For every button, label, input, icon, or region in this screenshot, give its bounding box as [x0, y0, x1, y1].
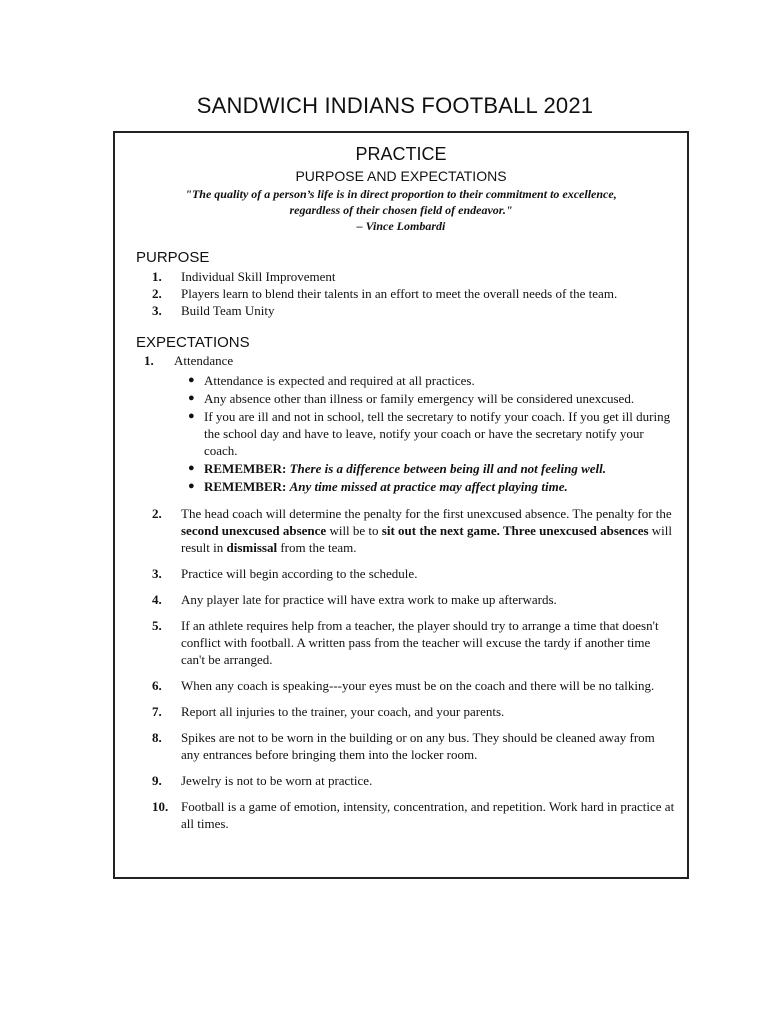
expectations-heading: EXPECTATIONS	[136, 334, 250, 351]
list-text: If an athlete requires help from a teacher, the player should try to arrange a time that doesn't conflict with football. A written pass from the teacher will excuse the tardy if another time can't be arranged.	[181, 618, 659, 667]
attendance-item	[136, 352, 676, 369]
list-item	[136, 798, 676, 832]
purpose-heading: PURPOSE	[136, 249, 210, 266]
purpose-list	[136, 268, 676, 319]
list-item: ● Any absence other than illness or family emergency will be considered unexcused.	[188, 391, 635, 406]
practice-heading: PRACTICE	[355, 144, 447, 164]
bullet-icon: ●	[188, 462, 195, 474]
list-item	[136, 268, 676, 285]
list-text: Individual Skill Improvement	[181, 269, 336, 284]
list-item	[136, 729, 676, 763]
list-item: ● Attendance is expected and required at all practices.	[188, 373, 475, 388]
list-text: Any player late for practice will have extra work to make up afterwards.	[181, 592, 557, 607]
list-text: Spikes are not to be worn in the building or on any bus. They should be cleaned away from any entrances before bringing them into the locker room.	[181, 730, 655, 762]
list-text: Players learn to blend their talents in an effort to meet the overall needs of the team.	[181, 286, 618, 301]
list-number: 8.	[152, 730, 162, 745]
list-text: Build Team Unity	[181, 303, 275, 318]
expectations-list	[136, 352, 676, 832]
bullet-icon: ●	[188, 410, 195, 422]
bullet-icon: ●	[188, 374, 195, 386]
attendance-bullets	[136, 372, 676, 495]
list-text: Practice will begin according to the schedule.	[181, 566, 418, 581]
list-number: 6.	[152, 678, 162, 693]
remember-label: REMEMBER:	[204, 479, 287, 494]
quote-line-2: regardless of their chosen field of endeavor."	[289, 203, 513, 217]
list-number: 7.	[152, 704, 162, 719]
list-text: Jewelry is not to be worn at practice.	[181, 773, 373, 788]
list-item	[136, 302, 676, 319]
list-item	[136, 565, 676, 582]
attendance-label: Attendance	[174, 353, 234, 368]
list-item	[136, 772, 676, 789]
list-text: Football is a game of emotion, intensity, concentration, and repetition. Work hard in practice at all times.	[181, 799, 675, 831]
list-item: 2. The head coach will determine the penalty for the first unexcused absence. The penalty for the second unexcused absence will be to sit out the next game. Three unexcused absences will result in dismissal from the team.	[152, 506, 673, 555]
list-number: 1.	[152, 269, 162, 284]
bullet-icon: ●	[188, 392, 195, 404]
list-number: 9.	[152, 773, 162, 788]
quote-attribution: – Vince Lombardi	[356, 219, 446, 233]
list-number: 2.	[152, 286, 162, 301]
list-text: When any coach is speaking---your eyes must be on the coach and there will be no talking.	[181, 678, 655, 693]
quote-line-1: "The quality of a person’s life is in direct proportion to their commitment to excellence,	[185, 187, 617, 201]
list-number: 5.	[152, 618, 162, 633]
list-item	[136, 460, 676, 477]
list-text: Report all injuries to the trainer, your coach, and your parents.	[181, 704, 505, 719]
page-title: SANDWICH INDIANS FOOTBALL 2021	[196, 93, 594, 118]
remember-text: There is a difference between being ill and not feeling well.	[289, 461, 607, 476]
list-number: 2.	[152, 506, 162, 521]
list-item	[136, 677, 676, 694]
list-number: 10.	[152, 799, 169, 814]
list-number: 3.	[152, 303, 162, 318]
list-item	[136, 478, 676, 495]
list-item	[136, 703, 676, 720]
remember-text: Any time missed at practice may affect playing time.	[289, 479, 568, 494]
list-number: 4.	[152, 592, 162, 607]
bullet-icon: ●	[188, 480, 195, 492]
list-number: 3.	[152, 566, 162, 581]
purpose-expectations-heading: PURPOSE AND EXPECTATIONS	[295, 168, 507, 184]
remember-label: REMEMBER:	[204, 461, 287, 476]
list-item	[136, 285, 676, 302]
list-item	[136, 617, 676, 668]
list-number: 1.	[144, 353, 154, 368]
list-item	[136, 591, 676, 608]
list-item: ● If you are ill and not in school, tell the secretary to notify your coach. If you get ill during the school day and have to leave, notify your coach or have the secretary notify your coach.	[188, 409, 671, 458]
quote	[113, 186, 689, 234]
